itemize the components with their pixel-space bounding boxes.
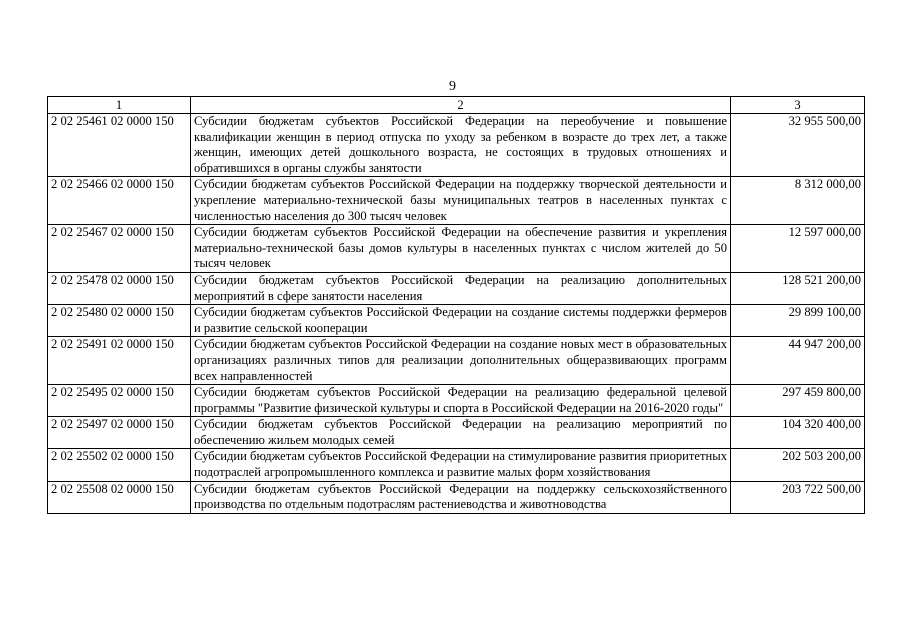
row-code: 2 02 25502 02 0000 150 [48, 449, 191, 481]
row-amount: 29 899 100,00 [731, 305, 865, 337]
table-row [48, 385, 865, 417]
row-code: 2 02 25480 02 0000 150 [48, 305, 191, 337]
row-amount: 104 320 400,00 [731, 417, 865, 449]
row-description: Субсидии бюджетам субъектов Российской Федерации на стимулирование развития приоритетных подотраслей агропромышленного комплекса и развитие малых форм хозяйствования [191, 449, 731, 481]
row-amount: 202 503 200,00 [731, 449, 865, 481]
row-code: 2 02 25478 02 0000 150 [48, 272, 191, 304]
row-description: Субсидии бюджетам субъектов Российской Федерации на поддержку сельскохозяйственного производства по отдельным подотраслям растениеводства и животноводства [191, 481, 731, 513]
row-amount: 8 312 000,00 [731, 177, 865, 225]
table-row [48, 449, 865, 481]
table-row [48, 225, 865, 273]
row-description: Субсидии бюджетам субъектов Российской Федерации на реализацию федеральной целевой программы "Развитие физической культуры и спорта в Российской Федерации на 2016-2020 годы" [191, 385, 731, 417]
column-header-description: 2 [191, 97, 731, 114]
row-description: Субсидии бюджетам субъектов Российской Федерации на обеспечение развития и укрепления материально-технической базы домов культуры в населенных пунктах с числом жителей до 50 тысяч человек [191, 225, 731, 273]
row-code: 2 02 25495 02 0000 150 [48, 385, 191, 417]
row-amount: 44 947 200,00 [731, 337, 865, 385]
row-description: Субсидии бюджетам субъектов Российской Федерации на поддержку творческой деятельности и укрепление материально-технической базы муниципальных театров в населенных пунктах с численностью населения до 300 тысяч человек [191, 177, 731, 225]
table-row [48, 481, 865, 513]
column-header-code: 1 [48, 97, 191, 114]
table-row [48, 177, 865, 225]
table-row [48, 272, 865, 304]
row-description: Субсидии бюджетам субъектов Российской Федерации на создание новых мест в образовательных организациях различных типов для реализации дополнительных общеразвивающих программ всех направленностей [191, 337, 731, 385]
row-description: Субсидии бюджетам субъектов Российской Федерации на реализацию мероприятий по обеспечению жильем молодых семей [191, 417, 731, 449]
row-amount: 12 597 000,00 [731, 225, 865, 273]
table-header-row [48, 97, 865, 114]
table-row [48, 305, 865, 337]
row-code: 2 02 25508 02 0000 150 [48, 481, 191, 513]
row-code: 2 02 25497 02 0000 150 [48, 417, 191, 449]
column-header-amount: 3 [731, 97, 865, 114]
row-description: Субсидии бюджетам субъектов Российской Федерации на создание системы поддержки фермеров и развитие сельской кооперации [191, 305, 731, 337]
row-amount: 203 722 500,00 [731, 481, 865, 513]
row-amount: 32 955 500,00 [731, 114, 865, 177]
table-row [48, 114, 865, 177]
table-row [48, 337, 865, 385]
row-code: 2 02 25491 02 0000 150 [48, 337, 191, 385]
budget-table [47, 96, 865, 514]
row-amount: 297 459 800,00 [731, 385, 865, 417]
row-amount: 128 521 200,00 [731, 272, 865, 304]
row-code: 2 02 25467 02 0000 150 [48, 225, 191, 273]
row-description: Субсидии бюджетам субъектов Российской Федерации на реализацию дополнительных мероприятий в сфере занятости населения [191, 272, 731, 304]
table-row [48, 417, 865, 449]
row-code: 2 02 25466 02 0000 150 [48, 177, 191, 225]
row-code: 2 02 25461 02 0000 150 [48, 114, 191, 177]
row-description: Субсидии бюджетам субъектов Российской Федерации на переобучение и повышение квалификации женщин в период отпуска по уходу за ребенком в возрасте до трех лет, а также женщин, имеющих детей дошкольного возраста, не состоящих в трудовых отношениях и обратившихся в органы службы занятости [191, 114, 731, 177]
page-number: 9 [449, 79, 456, 94]
